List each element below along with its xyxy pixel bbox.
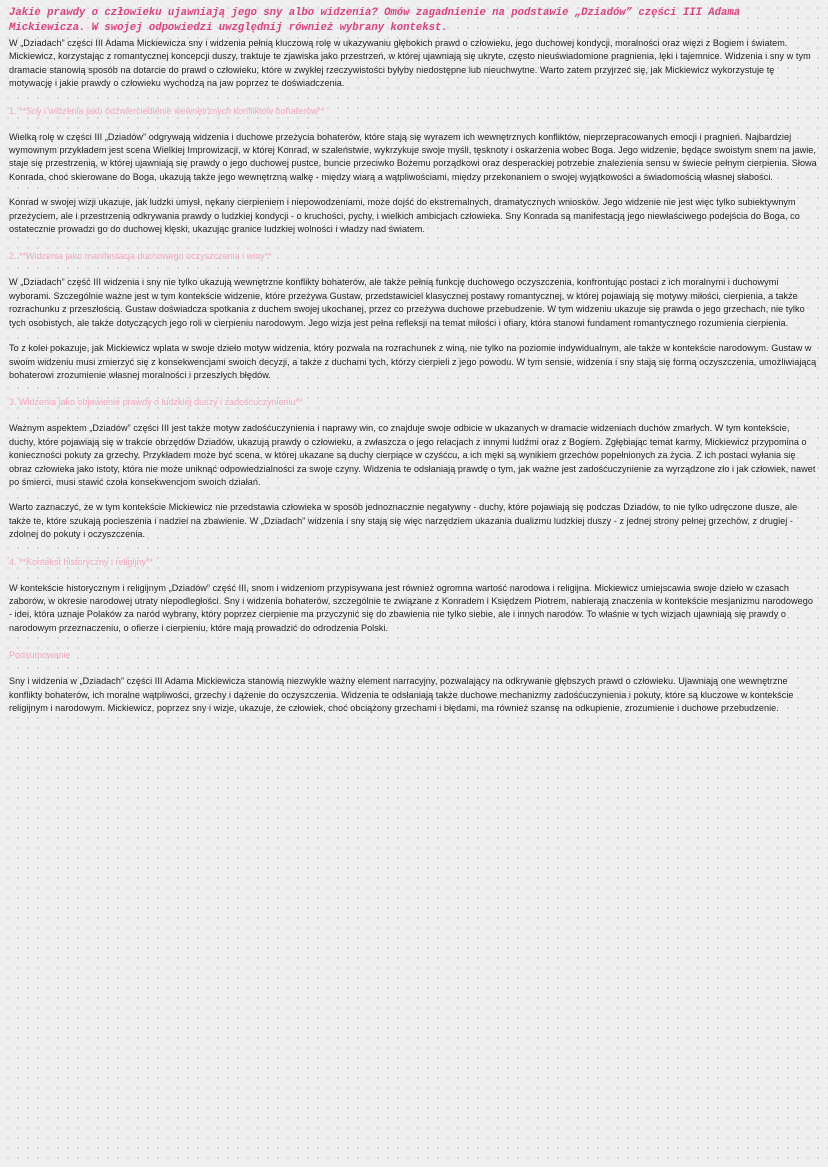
section-heading: 4. **Kontekst historyczny i religijny** bbox=[9, 556, 154, 567]
paragraph: Konrad w swojej wizji ukazuje, jak ludzki umysł, nękany cierpieniem i niepowodzeniami, może dojść do ekstremalnych, dramatycznych wniosków. Jego widzenie nie jest więc tylko subiektywnym przeżyciem, ale i przestrzenią odkrywania prawdy o ludzkiej kondycji - o kruchości, pychy, i wielkich ambicjach człowieka. Sny Konrada są manifestacją jego niewłaściwego podejścia do Boga, co ostatecznie prowadzi go do duchowej klęski, ukazując granice ludzkiej wolności i władzy nad światem. bbox=[9, 197, 800, 235]
paragraph: W „Dziadach” część III widzenia i sny nie tylko ukazują wewnętrzne konflikty bohaterów, ale także pełnią funkcję duchowego oczyszczenia, konfrontując postaci z ich moralnymi i duchowymi wyborami. Szczególnie ważne jest w tym kontekście widzenie, które przeżywa Gustaw, przedstawiciel klasycznej postawy romantycznej, w której pojawiają się motywy miłości, cierpienia, a także rozrachunku z przeszłością. Gustaw doświadcza spotkania z duchem swojej ukochanej, przez co przeżywa duchowe przebudzenie. W tym widzeniu ukazuje się prawda o jego grzechach, nie tylko tych osobistych, ale także dotyczących jego roli w cierpieniu narodowym. Jego wizja jest pełna refleksji na temat miłości i ofiary, która stanowi fundament romantycznego rozumienia cierpienia. bbox=[9, 277, 805, 328]
summary-section bbox=[9, 649, 818, 715]
section-heading: 3. Widzenia jako objawienie prawdy o ludzkiej duszy i zadośćuczynieniu** bbox=[9, 397, 303, 408]
section-3 bbox=[9, 396, 818, 541]
paragraph: Wielką rolę w części III „Dziadów” odgrywają widzenia i duchowe przeżycia bohaterów, które stają się wyrazem ich wewnętrznych konfliktów, nieprzepracowanych emocji i pragnień. Najbardziej wymownym przykładem jest scena Wielkiej Improwizacji, w której Konrad, w szaleństwie, wykrzykuje swoje myśli, tęsknoty i oskarżenia wobec Boga. Jego widzenie, będące swoistym snem na jawie, staje się przestrzenią, w której ujawniają się prawdy o jego duchowej pustce, buncie przeciwko Bożemu porządkowi oraz desperackiej potrzebie znalezienia sensu w świecie pełnym cierpienia. Słowa Konrada, choć skierowane do Boga, ukazują także jego wewnętrzną walkę - między wiarą a wątpliwościami, między przekonaniem o swojej wyjątkowości a świadomością własnej słabości. bbox=[9, 131, 817, 182]
paragraph: Sny i widzenia w „Dziadach” części III Adama Mickiewicza stanowią niezwykle ważny element narracyjny, pozwalający na odkrywanie głębszych prawd o człowieku. Ujawniają one wewnętrzne konflikty bohaterów, ich moralne wątpliwości, grzechy i dążenie do oczyszczenia. Widzenia te odsłaniają także duchowe mechanizmy zadośćuczynienia i pokuty, które są kluczowe w kontekście religijnym i narodowym. Mickiewicz, poprzez sny i wizje, ukazuje, że człowiek, choć obciążony grzechami i błędami, ma również szansę na odkupienie, zrozumienie i duchowe przebudzenie. bbox=[9, 676, 794, 713]
section-2 bbox=[9, 250, 818, 382]
section-heading: Podsumowanie bbox=[9, 650, 71, 661]
paragraph: Warto zaznaczyć, że w tym kontekście Mickiewicz nie przedstawia człowieka w sposób jednoznacznie negatywny - duchy, które pojawiają się podczas Dziadów, to nie tylko udręczone dusze, ale także te, które szukają pocieszenia i nadziei na zbawienie. W „Dziadach” widzenia i sny stają się więc narzędziem ukazania dualizmu ludzkiej duszy - z jednej strony pełnej grzechów, z drugiej - zdolnej do pokuty i oczyszczenia. bbox=[9, 502, 798, 540]
paragraph: To z kolei pokazuje, jak Mickiewicz wplata w swoje dzieło motyw widzenia, który pozwala na rozrachunek z winą, nie tylko na poziomie indywidualnym, ale także w kontekście narodowym. Gustaw w swoim widzeniu musi zmierzyć się z konsekwencjami swoich decyzji, a także z duchami tych, którzy cierpieli z jego powodu. W tym sensie, widzenia i sny stają się formą oczyszczenia, umożliwiającą bohaterowi zrozumienie własnej moralności i przeszłych błędów. bbox=[9, 343, 817, 380]
paragraph: W kontekście historycznym i religijnym „Dziadów” część III, snom i widzeniom przypisywana jest również ogromna wartość narodowa i religijna. Mickiewicz umiejscawia swoje dzieło w czasach zaborów, w okresie narodowej utraty niepodległości. Sny i widzenia bohaterów, szczególnie te związane z Konradem i Księdzem Piotrem, nabierają znaczenia w kontekście mesjanizmu narodowego - idei, która uznaje Polaków za naród wybrany, który poprzez cierpienie ma przyczynić się do zbawienia nie tylko siebie, ale i innych narodów. To właśnie w tych wizjach ujawniają się prawdy o narodowym przeznaczeniu, o ofierze i cierpieniu, które mają prowadzić do odrodzenia Polski. bbox=[9, 582, 813, 633]
section-4 bbox=[9, 556, 818, 636]
intro-paragraph: W „Dziadach” części III Adama Mickiewicza sny i widzenia pełnią kluczową rolę w ukazywaniu głębokich prawd o człowieku, jego duchowej kondycji, moralności oraz więzi z Bogiem i światem. Mickiewicz, korzystając z romantycznej koncepcji duszy, traktuje te zjawiska jako przestrzeń, w której ujawniają się ukryte, często nieuświadomione pragnienia, lęki i tajemnice. Widzenia i sny w tym dramacie stanowią sposób na dotarcie do prawd o człowieku, które w zwykłej rzeczywistości byłyby niedostępne lub nieuchwytne. Warto zatem przyjrzeć się, jak Mickiewicz wykorzystuje tę motywację i jakie prawdy o człowieku wychodzą na jaw poprzez te doświadczenia. bbox=[9, 38, 811, 89]
section-1 bbox=[9, 105, 818, 237]
question-title: Jakie prawdy o człowieku ujawniają jego sny albo widzenia? Omów zagadnienie na podstawie „Dziadów” części III Adama Mickiewicza. W swojej odpowiedzi uwzględnij również wybrany kontekst. bbox=[9, 7, 741, 34]
section-heading: 2. **Widzenia jako manifestacja duchowego oczyszczenia i winy** bbox=[9, 251, 272, 262]
paragraph: Ważnym aspektem „Dziadów” części III jest także motyw zadośćuczynienia i naprawy win, co znajduje swoje odbicie w ukazanych w dramacie widzeniach duchów zmarłych. W tym kontekście, duchy, które pojawiają się w trakcie obrzędów Dziadów, ukazują prawdy o człowieku, a zwłaszcza o jego relacjach z innymi ludźmi oraz z Bogiem. Zgłębiając temat karmy, Mickiewicz przypomina o konieczności pokuty za grzechy. Przykładem może być scena, w której ukazane są duchy cierpiące w czyśćcu, a ich męki są wynikiem grzechów popełnionych za życia. Z ich postaci wyłania się obraz człowieka jako istoty, która nie może uniknąć odpowiedzialności za swoje czyny. Widzenia te odsłaniają prawdę o tym, jak ważne jest zadośćuczynienie za wyrządzone zło i jak człowiek, nawet po śmierci, musi stawić czoła konsekwencjom swoich działań. bbox=[9, 423, 816, 487]
section-heading: 1. **Sny i widzenia jako odzwierciedlenie wewnętrznych konfliktów bohaterów** bbox=[9, 105, 325, 116]
